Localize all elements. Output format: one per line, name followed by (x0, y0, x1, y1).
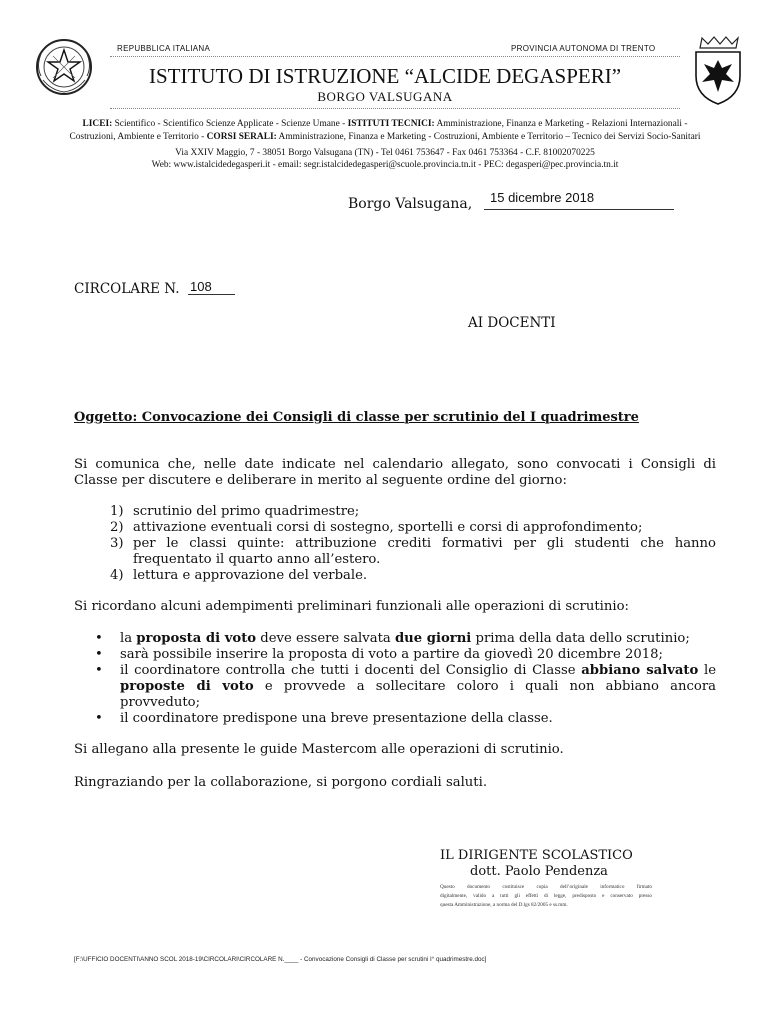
bullet-text: prima della data dello scrutinio; (471, 631, 690, 646)
agenda-number: 2) (110, 520, 124, 535)
reminder-item (95, 647, 716, 663)
signer-name: dott. Paolo Pendenza (470, 864, 608, 879)
subject-line: Oggetto: Convocazione dei Consigli di classe per scrutinio del I quadrimestre (74, 410, 639, 425)
courses-offered (20, 118, 750, 144)
place-label: Borgo Valsugana, (348, 196, 473, 212)
institute-address: Via XXIV Maggio, 7 - 38051 Borgo Valsugana (TN) - Tel 0461 753647 - Fax 0461 753364 - C.F. 81002070225 (175, 148, 595, 158)
licei-label: LICEI: (82, 119, 113, 129)
bullet-bold: proposta di voto (136, 631, 257, 646)
agenda-text: scrutinio del primo quadrimestre; (133, 504, 360, 519)
date-field (484, 192, 674, 210)
agenda-text-continued: frequentato il quarto anno all’estero. (133, 552, 381, 567)
agenda-number: 4) (110, 568, 124, 583)
bullet-icon: • (95, 647, 103, 662)
bullet-text: le (698, 663, 717, 678)
digital-signature-note (440, 883, 652, 910)
recipient: AI DOCENTI (468, 315, 556, 331)
institute-name: ISTITUTO DI ISTRUZIONE “ALCIDE DEGASPERI” (148, 64, 622, 88)
institute-town: BORGO VALSUGANA (317, 89, 453, 104)
republic-label: REPUBBLICA ITALIANA (117, 44, 211, 53)
bullet-text: il coordinatore controlla che tutti i docenti del Consiglio di Classe (120, 663, 582, 678)
bullet-text: provveduto; (120, 695, 201, 710)
circular-number: 108 (190, 279, 212, 294)
agenda-item (110, 568, 716, 584)
agenda-list (110, 504, 716, 584)
courses-line2: Costruzioni, Ambiente e Territorio - (69, 132, 207, 142)
bullet-text: la (120, 631, 137, 646)
agenda-item (110, 536, 716, 568)
reminder-item (95, 631, 716, 647)
bullet-icon: • (95, 711, 103, 726)
serali-label: CORSI SERALI: (206, 132, 277, 142)
agenda-number: 1) (110, 504, 124, 519)
bullet-bold: proposte di voto (120, 679, 254, 694)
agenda-item (110, 520, 716, 536)
header-rule (110, 56, 680, 57)
date-value: 15 dicembre 2018 (490, 190, 595, 205)
note-line: Questo documento costituisce copia dell’originale informatico firmato (440, 884, 652, 890)
subtitle-rule (110, 108, 680, 109)
bullet-text: deve essere salvata (256, 631, 395, 646)
bullet-bold: abbiano salvato (581, 663, 699, 678)
circular-label: CIRCOLARE N. (74, 281, 180, 297)
intro-paragraph (74, 457, 716, 489)
bullet-text: il coordinatore predispone una breve presentazione della classe. (120, 711, 553, 726)
agenda-text: lettura e approvazione del verbale. (133, 568, 368, 583)
tecnici-text: Amministrazione, Finanza e Marketing - Relazioni Internazionali - (434, 119, 688, 129)
circular-number-field (188, 279, 235, 295)
note-line: digitalmente, valido a tutti gli effetti di legge, predisposto e conservato presso (440, 893, 652, 899)
attachments-note: Si allegano alla presente le guide Mastercom alle operazioni di scrutinio. (74, 742, 564, 757)
serali-text: Amministrazione, Finanza e Marketing - Costruzioni, Ambiente e Territorio – Tecnico dei Servizi Socio-Sanitari (276, 132, 701, 142)
province-label: PROVINCIA AUTONOMA DI TRENTO (511, 44, 656, 53)
agenda-text: attivazione eventuali corsi di sostegno, sportelli e corsi di approfondimento; (133, 520, 643, 535)
reminder-item (95, 711, 716, 727)
bullet-icon: • (95, 663, 103, 678)
reminder-item (95, 663, 716, 711)
intro-line-2: Classe per discutere e deliberare in merito al seguente ordine del giorno: (74, 473, 567, 488)
reminder-intro: Si ricordano alcuni adempimenti preliminari funzionali alle operazioni di scrutinio: (74, 599, 629, 614)
agenda-number: 3) (110, 536, 124, 551)
agenda-item (110, 504, 716, 520)
reminder-list (95, 631, 716, 727)
institute-contacts: Web: www.istalcidedegasperi.it - email: segr.istalcidedegasperi@scuole.provincia.tn.it - PEC: degasperi@pec.provincia.tn.it (151, 160, 619, 170)
note-line: questa Amministrazione, a norma del D.lgs 82/2005 e ss.mm. (440, 902, 568, 908)
file-path-footer: [F:\UFFICIO DOCENTI\ANNO SCOL 2018-19\CIRCOLARI\CIRCOLARE N.____ - Convocazione Consigli di Classe per scrutini I° quadrimestre.doc] (74, 956, 487, 963)
tecnici-label: ISTITUTI TECNICI: (347, 119, 435, 129)
bullet-text: sarà possibile inserire la proposta di voto a partire da giovedì 20 dicembre 2018; (120, 647, 663, 662)
bullet-icon: • (95, 631, 103, 646)
bullet-text: e provvede a sollecitare coloro i quali non abbiano ancora (253, 679, 716, 694)
agenda-text: per le classi quinte: attribuzione crediti formativi per gli studenti che hanno (133, 536, 716, 551)
intro-line-1: Si comunica che, nelle date indicate nel calendario allegato, sono convocati i Consigli di (74, 457, 716, 472)
licei-text: Scientifico - Scientifico Scienze Applicate - Scienze Umane - (112, 119, 348, 129)
closing-greeting: Ringraziando per la collaborazione, si porgono cordiali saluti. (74, 775, 488, 790)
bullet-bold: due giorni (394, 631, 472, 646)
signer-role: IL DIRIGENTE SCOLASTICO (440, 848, 633, 863)
